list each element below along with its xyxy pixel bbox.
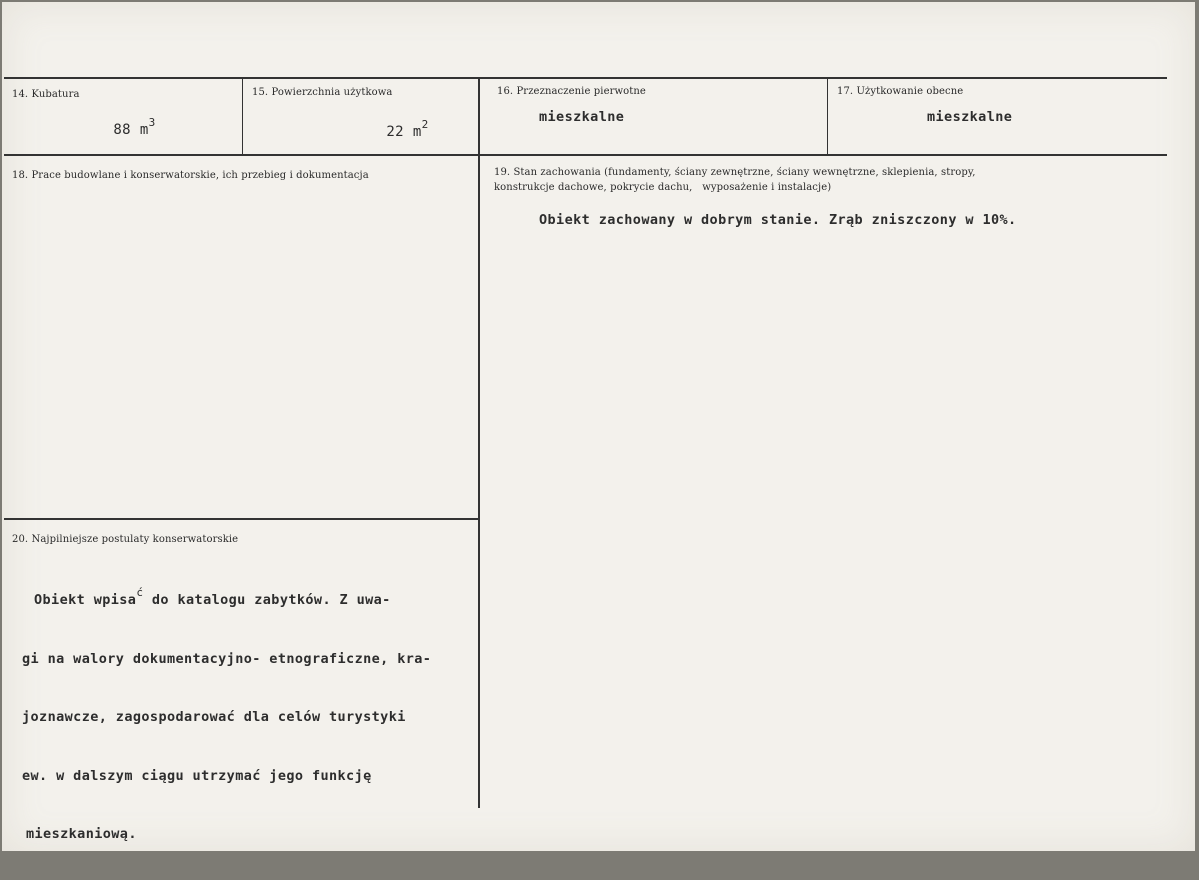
field-17-value: mieszkalne (927, 109, 1013, 125)
field-15-superscript: 2 (421, 118, 429, 131)
top-divider (4, 77, 1167, 79)
col-divider-3 (827, 78, 828, 155)
col-divider-2 (478, 78, 480, 808)
field-14-number: 88 m (113, 122, 149, 138)
row-divider (4, 154, 1167, 156)
field-20-line-1 (22, 587, 431, 614)
field-15-value (351, 108, 429, 156)
field-20-line-1-end: do katalogu zabytków. Z uwa- (143, 592, 391, 608)
field-20-value (22, 555, 431, 880)
field-16-value: mieszkalne (539, 109, 625, 125)
col-divider-1 (242, 78, 243, 155)
field-19-label-line-1: 19. Stan zachowania (fundamenty, ściany zewnętrzne, ściany wewnętrzne, sklepienia, stropy, (494, 167, 976, 178)
field-19-label-line-2: konstrukcje dachowe, pokrycie dachu, wyposażenie i instalacje) (494, 182, 832, 193)
field-15-label: 15. Powierzchnia użytkowa (252, 87, 393, 98)
field-20-line-1-superscript: ć (136, 586, 144, 599)
field-18-label: 18. Prace budowlane i konserwatorskie, ich przebieg i dokumentacja (12, 170, 369, 181)
field-20-line-1-start: Obiekt wpisa (34, 592, 137, 608)
field-20-line-3: joznawcze, zagospodarować dla celów turystyki (22, 709, 406, 725)
field-14-superscript: 3 (148, 116, 156, 129)
field-20-line-4: ew. w dalszym ciągu utrzymać jego funkcję (22, 767, 372, 784)
field-20-line-5: mieszkaniową. (26, 826, 137, 842)
field-14-label: 14. Kubatura (12, 89, 80, 100)
field-20-line-2: gi na walory dokumentacyjno- etnograficzne, kra- (22, 650, 432, 667)
field-15-number: 22 m (386, 124, 422, 140)
field-20-label: 20. Najpilniejsze postulaty konserwatorskie (12, 534, 239, 545)
field-16-label: 16. Przeznaczenie pierwotne (497, 86, 646, 97)
field-17-label: 17. Użytkowanie obecne (837, 86, 964, 97)
field-19-value: Obiekt zachowany w dobrym stanie. Zrąb zniszczony w 10%. (539, 212, 1017, 228)
field-14-value (78, 106, 156, 154)
left-column-divider (4, 518, 478, 520)
record-card (2, 2, 1195, 851)
